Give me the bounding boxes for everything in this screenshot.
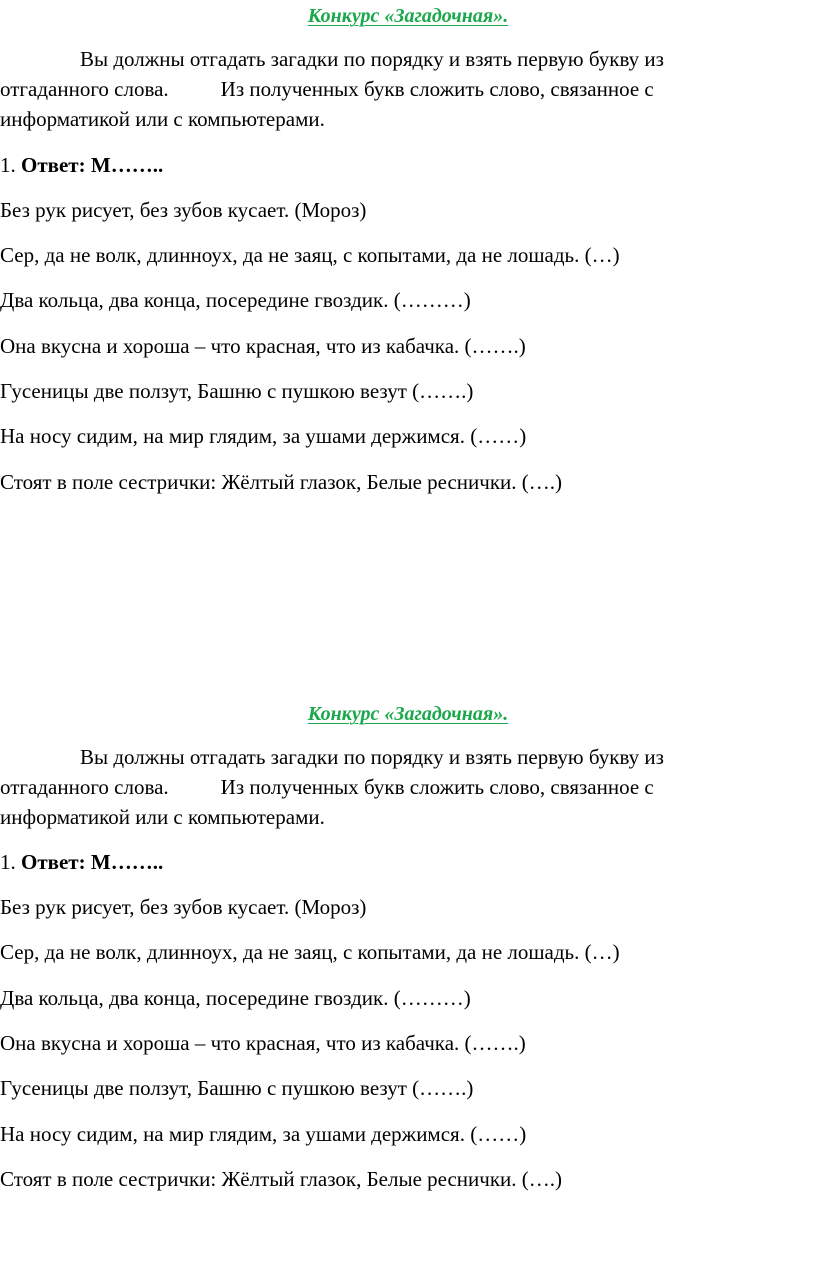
section-1-instructions: Вы должны отгадать загадки по порядку и взять первую букву из отгаданного слова. Из полученных букв сложить слово, связанное с информатикой или с компьютерами.: [0, 47, 664, 131]
section-1-riddle-2: Сер, да не волк, длинноух, да не заяц, с копытами, да не лошадь. (…): [0, 243, 620, 267]
section-2-riddle-7: Стоят в поле сестрички: Жёлтый глазок, Белые реснички. (….): [0, 1167, 563, 1191]
section-2-riddle-3: Два кольца, два конца, посередине гвоздик. (………): [0, 986, 471, 1010]
section-1-answer: 1. Ответ: М……..: [0, 153, 164, 177]
section-2-riddle-4: Она вкусна и хороша – что красная, что из кабачка. (…….): [0, 1031, 526, 1055]
section-1-riddle-4: Она вкусна и хороша – что красная, что из кабачка. (…….): [0, 334, 526, 358]
section-1-title: Конкурс «Загадочная».: [307, 5, 509, 27]
section-2-instructions: Вы должны отгадать загадки по порядку и взять первую букву из отгаданного слова. Из полученных букв сложить слово, связанное с информатикой или с компьютерами.: [0, 745, 664, 829]
section-2-riddle-1: Без рук рисует, без зубов кусает. (Мороз): [0, 895, 367, 919]
section-2-riddle-2: Сер, да не волк, длинноух, да не заяц, с копытами, да не лошадь. (…): [0, 940, 620, 964]
section-1-riddle-1: Без рук рисует, без зубов кусает. (Мороз): [0, 198, 367, 222]
section-2-riddle-5: Гусеницы две ползут, Башню с пушкою везут (…….): [0, 1076, 474, 1100]
section-2-riddle-6: На носу сидим, на мир глядим, за ушами держимся. (……): [0, 1122, 527, 1146]
section-1-riddle-7: Стоят в поле сестрички: Жёлтый глазок, Белые реснички. (….): [0, 470, 563, 494]
section-2-answer: 1. Ответ: М……..: [0, 850, 164, 874]
section-1-riddle-3: Два кольца, два конца, посередине гвоздик. (………): [0, 288, 471, 312]
section-1-riddle-5: Гусеницы две ползут, Башню с пушкою везут (…….): [0, 379, 474, 403]
section-2-title: Конкурс «Загадочная».: [307, 703, 509, 725]
section-1-riddle-6: На носу сидим, на мир глядим, за ушами держимся. (……): [0, 424, 527, 448]
